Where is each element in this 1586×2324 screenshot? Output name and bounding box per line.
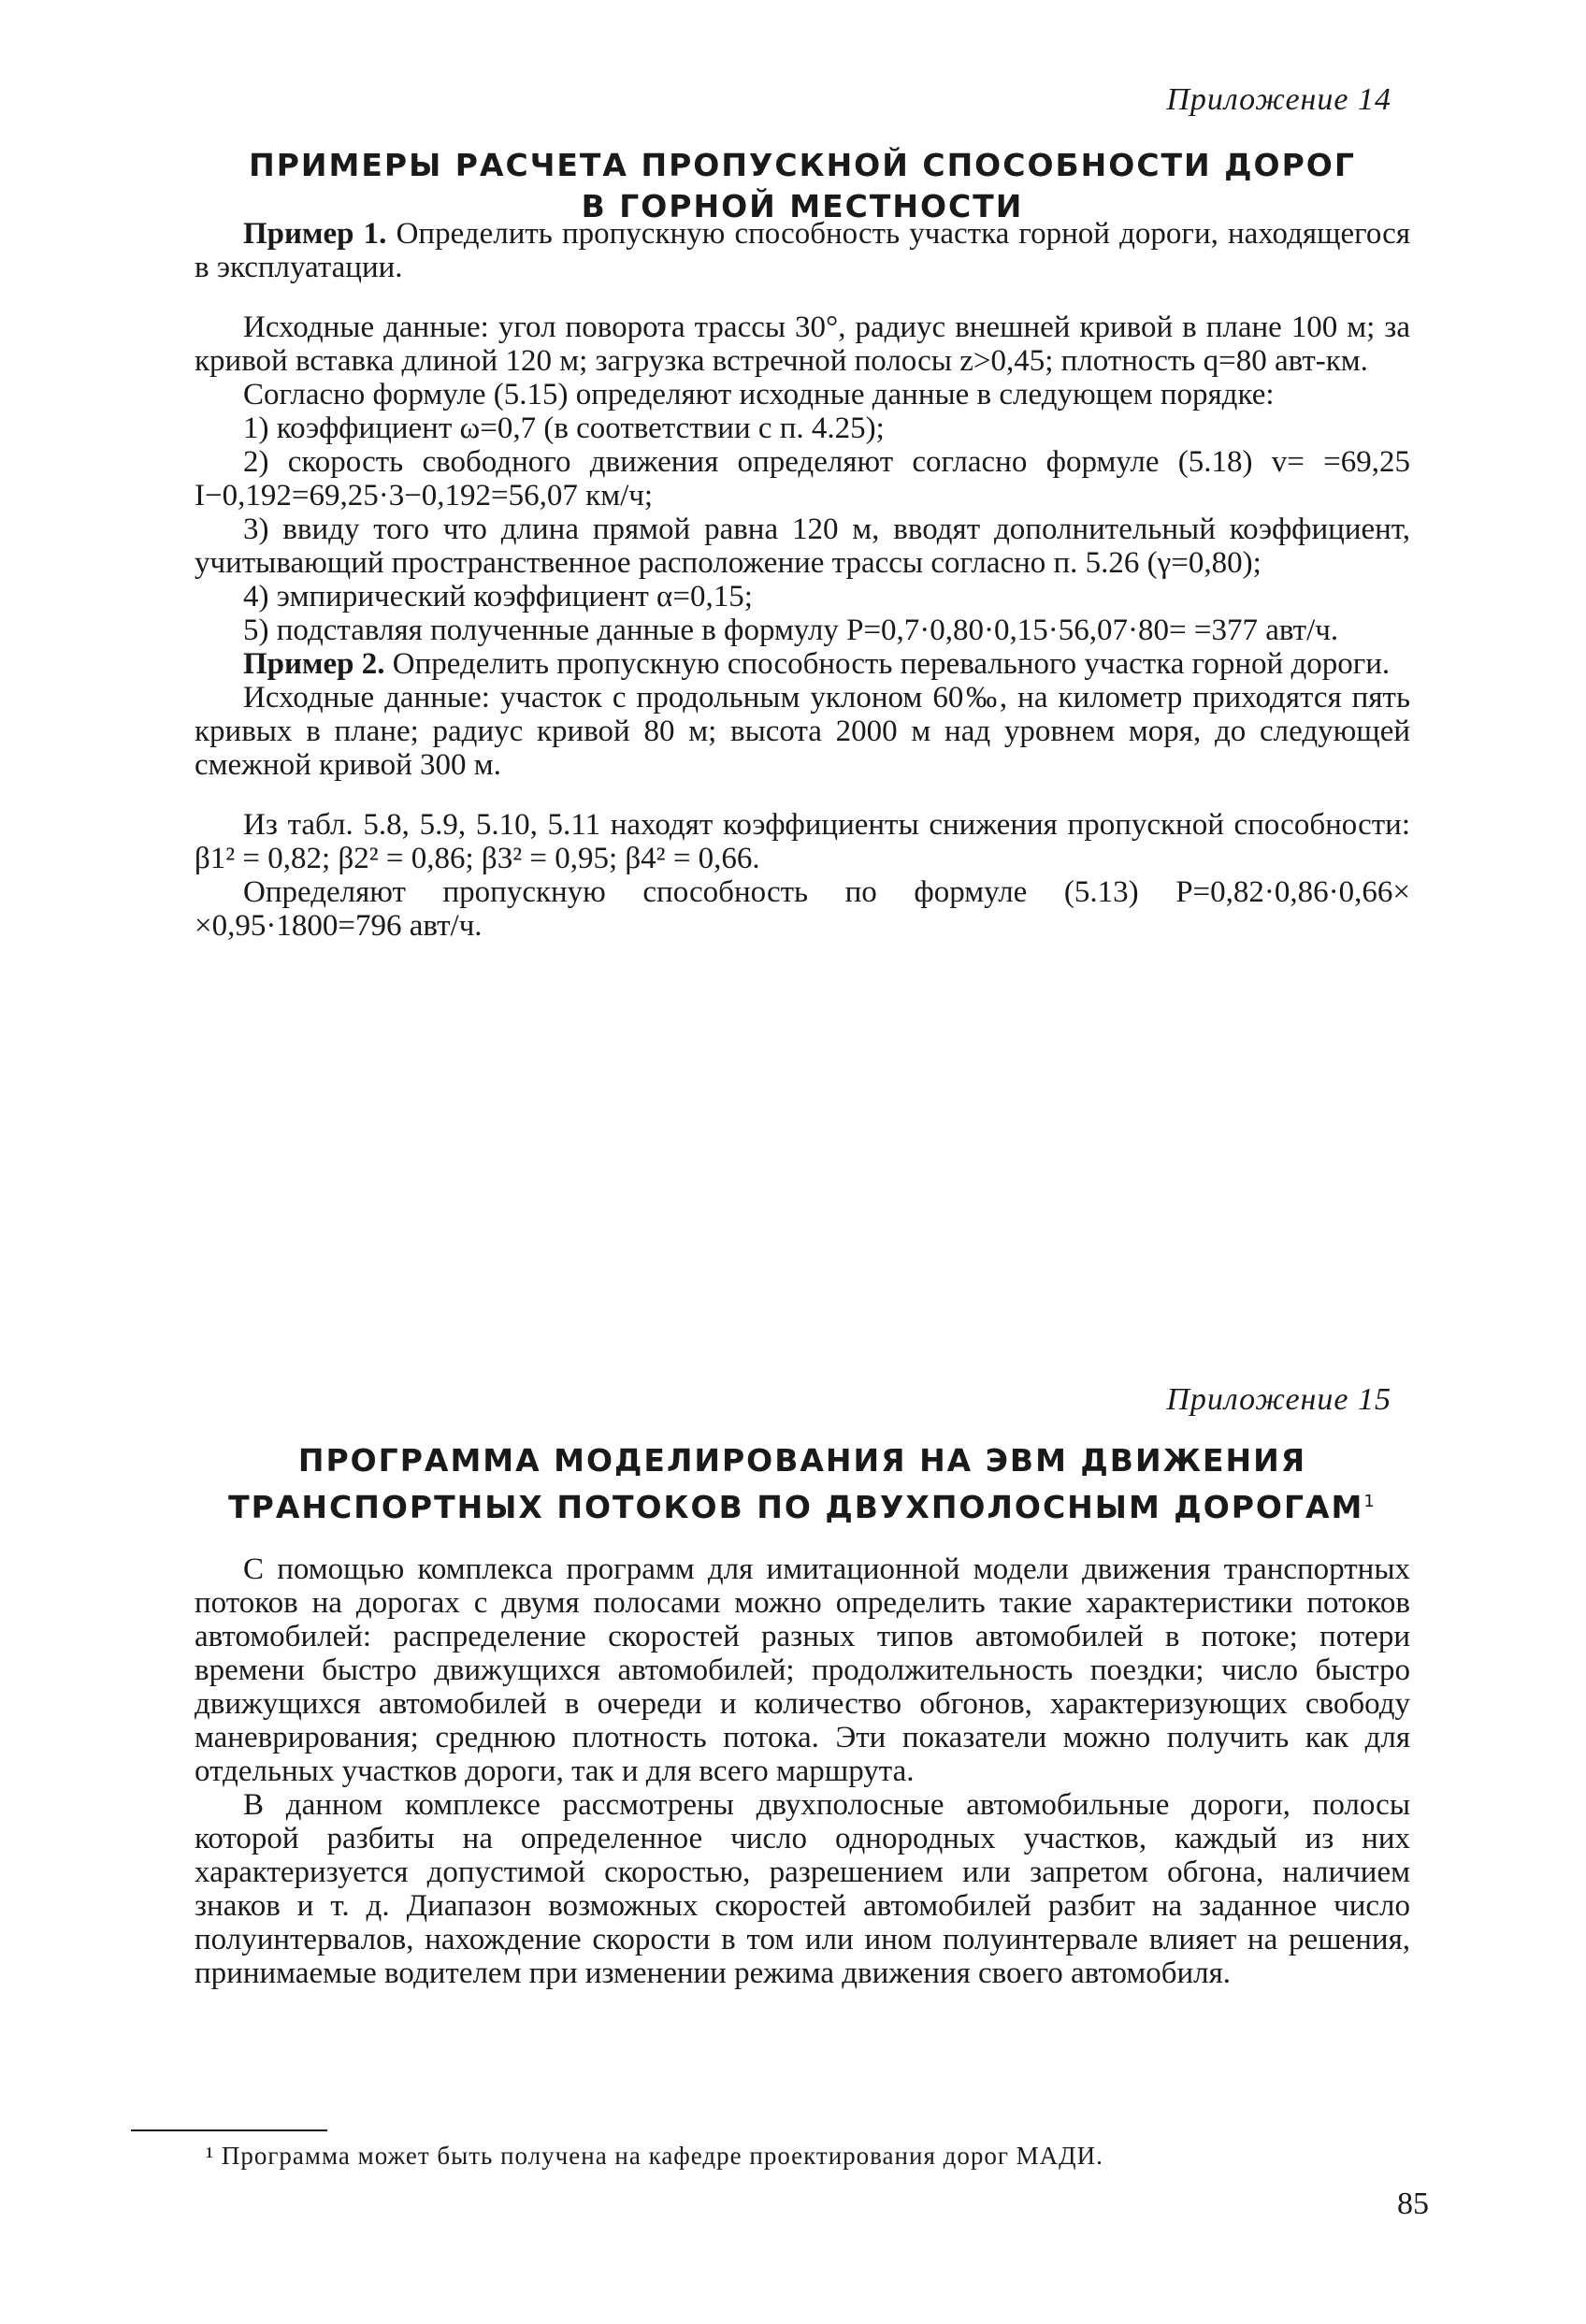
coefficients-paragraph: Из табл. 5.8, 5.9, 5.10, 5.11 находят коэффициенты снижения пропускной способности: β1² = 0,82; β2² = 0,86; β3² = 0,95; β4² = 0,66. — [195, 808, 1410, 875]
appendix-15-title-line2: ТРАНСПОРТНЫХ ПОТОКОВ ПО ДВУХПОЛОСНЫМ ДОРОГАМ — [228, 1489, 1364, 1525]
example-1-lead: Пример 1. — [243, 217, 387, 251]
example-2-paragraph — [195, 647, 1410, 681]
example-1-paragraph — [195, 217, 1410, 284]
appendix-15-paragraph-1: С помощью комплекса программ для имитационной модели движения транспортных потоков на дорогах с двумя полосами можно определить такие характеристики потоков автомобилей: распределение скоростей разных типов автомобилей в потоке; потери времени быстро движущихся автомобилей; продолжительность поездки; число быстро движущихся автомобилей в очереди и количество обгонов, характеризующих свободу маневрирования; среднюю плотность потока. Эти показатели можно получить как для отдельных участков дороги, так и для всего маршрута. — [195, 1552, 1410, 1788]
appendix-14-title-line2: В ГОРНОЙ МЕСТНОСТИ — [581, 188, 1024, 224]
appendix-14-title-line1: ПРИМЕРЫ РАСЧЕТА ПРОПУСКНОЙ СПОСОБНОСТИ ДОРОГ — [249, 147, 1356, 183]
result-paragraph: Определяют пропускную способность по формуле (5.13) P=0,82·0,86·0,66× ×0,95·1800=796 авт/ч. — [195, 875, 1410, 943]
example-2-lead: Пример 2. — [243, 647, 385, 681]
footnote-divider — [131, 2129, 327, 2131]
appendix-14-title — [195, 145, 1410, 227]
initial-data-paragraph: Исходные данные: угол поворота трассы 30°, радиус внешней кривой в плане 100 м; за кривой вставка длиной 120 м; загрузка встречной полосы z>0,45; плотность q=80 авт-км. — [195, 310, 1410, 378]
step-5: 5) подставляя полученные данные в формулу P=0,7·0,80·0,15·56,07·80= =377 авт/ч. — [243, 613, 1339, 647]
appendix-15-title — [195, 1440, 1410, 1528]
footnote-marker: 1 — [1363, 1492, 1377, 1511]
appendix-15-title-line2-wrap — [195, 1481, 1410, 1528]
appendix-15-body — [195, 1552, 1410, 1990]
step-1: 1) коэффициент ω=0,7 (в соответствии с п. 4.25); — [243, 411, 885, 445]
example-2-text: Определить пропускную способность перевального участка горной дороги. — [384, 647, 1391, 681]
step-4: 4) эмпирический коэффициент α=0,15; — [243, 580, 753, 613]
step-2: 2) скорость свободного движения определяют согласно формуле (5.18) v= =69,25 I−0,192=69,25·3−0,192=56,07 км/ч; — [195, 445, 1410, 512]
footnote: ¹ Программа может быть получена на кафедре проектирования дорог МАДИ. — [206, 2142, 1103, 2170]
appendix-14-label: Приложение 14 — [1166, 82, 1391, 117]
example-1-text: Определить пропускную способность участка горной дороги, находящегося в эксплуатации. — [195, 217, 1410, 284]
example-2-data-paragraph: Исходные данные: участок с продольным уклоном 60‰, на километр приходятся пять кривых в плане; радиус кривой 80 м; высота 2000 м над уровнем моря, до следующей смежной кривой 300 м. — [195, 681, 1410, 782]
appendix-15-label: Приложение 15 — [1166, 1382, 1391, 1417]
appendix-14-body — [195, 217, 1410, 943]
step-3: 3) ввиду того что длина прямой равна 120 м, вводят дополнительный коэффициент, учитывающий пространственное расположение трассы согласно п. 5.26 (γ=0,80); — [195, 512, 1410, 580]
formula-order-paragraph: Согласно формуле (5.15) определяют исходные данные в следующем порядке: — [243, 378, 1275, 411]
page-number: 85 — [1397, 2187, 1429, 2221]
appendix-15-title-line1: ПРОГРАММА МОДЕЛИРОВАНИЯ НА ЭВМ ДВИЖЕНИЯ — [297, 1442, 1307, 1479]
appendix-15-paragraph-2: В данном комплексе рассмотрены двухполосные автомобильные дороги, полосы которой разбиты на определенное число однородных участков, каждый из них характеризуется допустимой скоростью, разрешением или запретом обгона, наличием знаков и т. д. Диапазон возможных скоростей автомобилей разбит на заданное число полуинтервалов, нахождение скорости в том или ином полуинтервале влияет на решения, принимаемые водителем при изменении режима движения своего автомобиля. — [195, 1788, 1410, 1990]
